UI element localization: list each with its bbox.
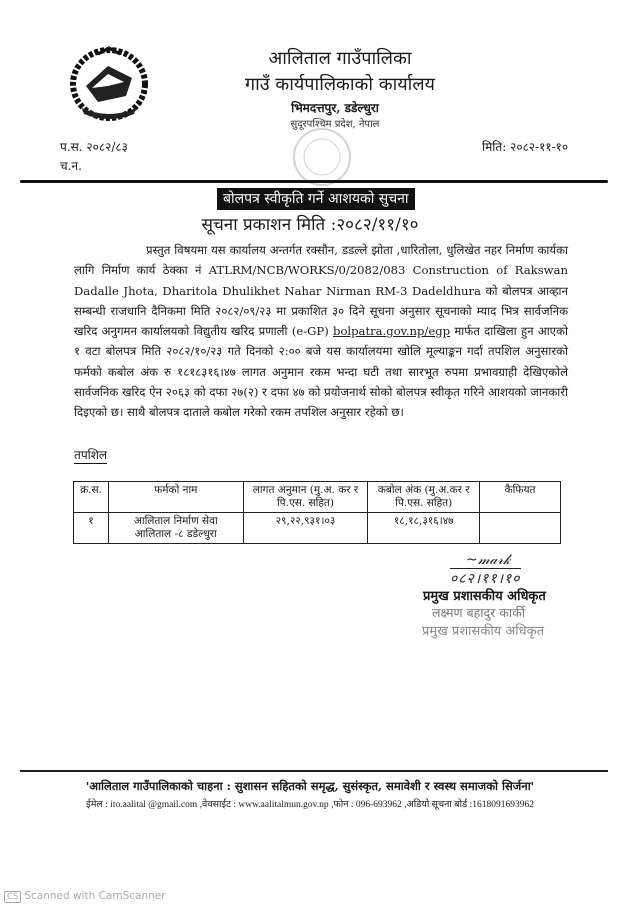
notice-title: बोलपत्र स्वीकृति गर्ने आशयको सुचना	[217, 188, 415, 210]
letter-date: मिति: २०८२-११-१०	[482, 140, 569, 154]
footer-divider	[20, 770, 608, 772]
notice-body-part1: प्रस्तुत विषयमा यस कार्यालय अन्तर्गत रक्सौन, डडल्ले झोता ,धारितोला, धुलिखेत नहर निर्माण कार्यका लागि निर्माण कार्य ठेक्का नं ATLRM/NCB/WORKS/0/2082/083 Construction of Rakswan Dadalle Jhota, Dharitola Dhulikhet Nahar Nirman RM-3 Dadeldhura को बोलपत्र आव्हान सम्बन्धी राजधानि दैनिकमा मिति २०८२/०९/२३ मा प्रकाशित ३० दिने सूचना अनुसार सूचनाको म्याद भित्र सार्वजनिक खरिद अनुगमन कार्यालयको विद्युतीय खरिद प्रणाली (e-GP)	[74, 243, 568, 339]
header-bid-amount: कबोल अंक (मु.अ.कर र पि.एस. सहित)	[368, 482, 480, 513]
header-sn: क्र.स.	[74, 482, 109, 513]
table-header-row	[74, 482, 561, 513]
firm-name-line2: आलिताल -८ डडेल्धुरा	[134, 528, 217, 540]
camscanner-watermark	[4, 890, 166, 903]
province-name: सुदूरपश्चिम प्रदेश, नेपाल	[290, 119, 380, 130]
office-address: भिमदत्तपुर, डडेल्धुरा	[291, 101, 379, 115]
firm-name-line1: आलिताल निर्माण सेवा	[133, 515, 218, 527]
footer-contact: ईमेल : ito.aalital @gmail.com ,वेवसाईट : www.aalitalmun.gov.np ,फोन : 096-693962 ,अडियो सूचना बोर्ड :1618091693962	[86, 800, 534, 810]
cell-firm-name	[108, 513, 243, 544]
table-row	[74, 513, 561, 544]
cell-sn: १	[74, 513, 109, 544]
reference-number: प.स. २०८२/८३	[60, 140, 128, 154]
cell-remarks	[480, 513, 561, 544]
egp-link[interactable]: bolpatra.gov.np/egp	[333, 324, 451, 339]
office-name: गाउँ कार्यपालिकाको कार्यालय	[245, 74, 435, 95]
bid-details-table	[73, 481, 561, 544]
camscanner-icon: CS	[4, 891, 21, 903]
publish-date: सूचना प्रकाशन मिति :२०८२/११/१०	[201, 215, 419, 235]
header-cost-estimate: लागत अनुमान (मु.अ. कर र पि.एस. सहित)	[243, 482, 368, 513]
notice-body-part2: मार्फत दाखिला हुन आएको १ वटा बोलपत्र मिति २०८२/१०/२३ गते दिनको २:०० बजे यस कार्यालयमा खोलि मूल्याङ्कन गर्दा तपशिल अनुसारको फर्मको कबोल अंक रु १८१८३१६।४७ लागत अनुमान रकम भन्दा घटी तथा सारभूत रुपमा प्रभावग्राही देखिएकोले सार्वजनिक खरिद ऐन २०६३ को दफा २७(२) र दफा ४७ को प्रयोजनार्थ सोको बोलपत्र स्वीकृत गरिने आशयको जानकारी दिइएको छ। साथै बोलपत्र दाताले कबोल गरेको रकम तपशिल अनुसार रहेको छ।	[74, 324, 569, 420]
cell-cost-estimate: २९,२२,९३१।०३	[243, 513, 368, 544]
notice-body	[74, 240, 568, 423]
municipality-name: आलिताल गाउँपालिका	[268, 48, 412, 69]
dispatch-number: च.न.	[60, 159, 82, 173]
officer-stamp-name: लक्ष्मण बहादुर कार्की	[432, 605, 525, 620]
details-heading: तपशिल	[74, 448, 108, 462]
header-divider	[20, 180, 608, 183]
header-firm-name: फर्मको नाम	[108, 482, 243, 513]
signature-date: ०८२।११।१०	[450, 568, 521, 588]
header-remarks: कैफियत	[480, 482, 561, 513]
camscanner-text: Scanned with CamScanner	[24, 890, 166, 902]
officer-designation: प्रमुख प्रशासकीय अधिकृत	[423, 589, 546, 604]
footer-motto: 'आलिताल गाउँपालिकाको चाहना : सुशासन सहितको समृद्ध, सुसंस्कृत, समावेशी र स्वस्थ समाजको सिर्जना'	[85, 779, 535, 793]
cell-bid-amount: १८,१८,३१६।४७	[368, 513, 480, 544]
officer-stamp-designation: प्रमुख प्रशासकीय अधिकृत	[422, 624, 545, 639]
signature-initials: ~𝓂𝒶𝓇𝓀	[466, 552, 511, 568]
